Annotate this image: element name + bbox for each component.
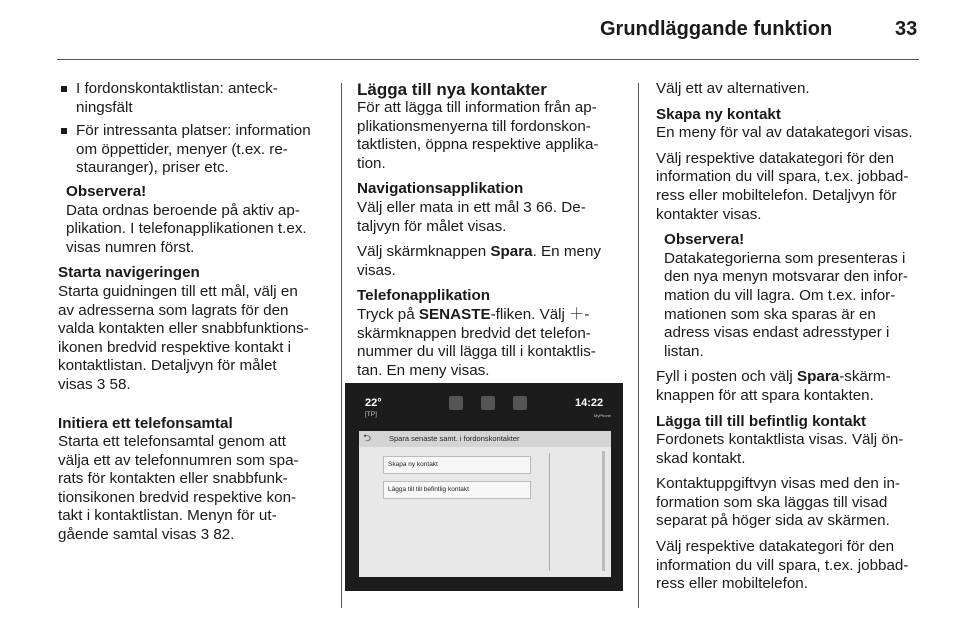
paragraph: En meny för val av datakategori visas. — [656, 124, 913, 142]
paragraph-intro — [357, 99, 632, 173]
text-line — [357, 199, 632, 218]
text-line: Datakategorierna som presenteras i — [664, 249, 906, 267]
text-line: skärmknappen bredvid det telefon- — [357, 324, 591, 342]
text-line: För att lägga till information från ap- — [357, 99, 597, 116]
column-3 — [656, 80, 931, 601]
text-line: adress visas endast adresstyper i — [664, 324, 890, 342]
column-1 — [58, 80, 333, 552]
bullet-item — [58, 80, 333, 117]
column-divider-1 — [341, 83, 342, 608]
text-line — [58, 376, 333, 395]
note-title: Observera! — [664, 231, 745, 249]
paragraph-call — [58, 415, 333, 545]
column-2 — [357, 80, 632, 387]
add-to-existing-contact-button: Lägga till till befintlig kontakt — [383, 481, 531, 499]
section-heading: Lägga till nya kontakter — [357, 80, 547, 99]
bullet-square-icon — [61, 128, 67, 134]
back-arrow-icon: ⮌ — [363, 433, 372, 444]
text-fragment: Välj eller mata in ett mål — [357, 198, 524, 216]
paragraph-select — [656, 150, 931, 224]
screen-temperature: 22° — [365, 397, 382, 409]
section-title: Telefonapplikation — [357, 287, 491, 305]
text-line: nummer du vill lägga till i kontaktlis- — [357, 343, 596, 361]
text-line: stauranger), priser etc. — [76, 159, 229, 177]
text-line: Fordonets kontaktlista visas. Välj ön- — [656, 431, 904, 449]
text-line: plikation. I telefonapplikationen t.ex. — [66, 220, 307, 238]
text-fragment: 82. — [209, 526, 235, 544]
text-line: ress eller mobiltelefon. — [656, 575, 808, 593]
note-box — [656, 231, 931, 361]
text-line: plikationsmenyerna till fordonskon- — [357, 117, 591, 135]
text-line: kontaktlistan. Detaljvyn för målet — [58, 357, 277, 375]
text-line: För intressanta platser: information — [76, 122, 311, 140]
text-line: välja ett av telefonnumren som spa- — [58, 451, 299, 469]
text-line: Data ordnas beroende på aktiv ap- — [66, 201, 300, 219]
text-line — [357, 243, 632, 262]
paragraph-existing — [656, 431, 931, 468]
text-fragment: Tryck på — [357, 305, 419, 323]
paragraph-data — [656, 475, 931, 531]
text-line: knappen för att spara kontakten. — [656, 386, 874, 404]
page-ref-icon: 3 — [523, 198, 532, 216]
text-fragment: Välj skärmknappen — [357, 243, 491, 261]
page-title: Grundläggande funktion — [600, 18, 833, 40]
text-line: ikonen bredvid respektive kontakt i — [58, 338, 292, 356]
text-fragment: Fyll i posten och välj — [656, 368, 797, 386]
text-line: rats för kontakten eller snabbfunk- — [58, 470, 288, 488]
section-title: Initiera ett telefonsamtal — [58, 414, 233, 432]
paragraph-fill — [656, 368, 931, 405]
text-line: tionsikonen bredvid respektive kon- — [58, 488, 297, 506]
text-line: separat på höger sida av skärmen. — [656, 512, 890, 530]
text-line: ningsfält — [76, 98, 133, 116]
text-line: kontakter visas. — [656, 205, 762, 223]
section-title: Skapa ny kontakt — [656, 105, 781, 123]
screen-header — [359, 431, 611, 447]
text-line: information du vill spara, t.ex. jobbad- — [656, 168, 909, 186]
text-fragment: Spara — [490, 243, 533, 261]
column-divider-2 — [638, 83, 639, 608]
text-line: av adresserna som lagrats för den — [58, 301, 289, 319]
text-line: Starta ett telefonsamtal genom att — [58, 433, 286, 451]
paragraph-last — [656, 538, 931, 594]
screen-divider — [549, 453, 550, 571]
text-line — [656, 368, 931, 387]
section-title: Starta navigeringen — [58, 264, 200, 282]
text-line: Välj respektive datakategori för den — [656, 149, 895, 167]
section-title: Lägga till till befintlig kontakt — [656, 412, 867, 430]
text-line: tan. En meny visas. — [357, 361, 490, 379]
text-line: Starta guidningen till ett mål, välj en — [58, 282, 298, 300]
text-line: visas. — [357, 261, 396, 279]
screen-tp-label: [TP] — [365, 411, 377, 418]
page-ref-icon: 3 — [200, 526, 210, 544]
text-line: skad kontakt. — [656, 449, 746, 467]
text-fragment: -skärm- — [839, 368, 891, 386]
music-icon — [449, 396, 463, 410]
text-fragment: gående samtal visas — [58, 526, 201, 544]
bullet-square-icon — [61, 86, 67, 92]
text-line: tion. — [357, 154, 386, 172]
text-fragment: 58. — [105, 375, 131, 393]
text-line: visas numren först. — [66, 238, 195, 256]
screen-header-text: Spara senaste samt. i fordonskontakter — [389, 434, 520, 443]
text-line: valda kontakten eller snabbfunktions- — [58, 320, 309, 338]
text-line — [58, 526, 333, 545]
page-ref-icon: 3 — [96, 375, 106, 393]
text-fragment: -fliken. Välj ＋- — [490, 305, 590, 323]
note-title: Observera! — [66, 182, 147, 200]
text-line: mation du vill lagra. Om t.ex. infor- — [664, 286, 896, 304]
paragraph-intro: Välj ett av alternativen. — [656, 80, 810, 97]
text-line: om öppettider, menyer (t.ex. re- — [76, 140, 288, 158]
text-line: mationen som ska sparas är en — [664, 305, 876, 323]
text-line: taktlisten, öppna respektive applika- — [357, 136, 599, 154]
create-new-contact-button: Skapa ny kontakt — [383, 456, 531, 474]
infotainment-screen-image — [345, 383, 623, 591]
text-fragment: Spara — [796, 368, 840, 386]
screen-panel — [359, 431, 611, 577]
text-line: formation som ska läggas till visad — [656, 493, 888, 511]
paragraph-navigation — [58, 264, 333, 394]
text-fragment: visas — [58, 375, 97, 393]
text-line: Kontaktuppgiftvyn visas med den in- — [656, 475, 900, 493]
section-title: Navigationsapplikation — [357, 180, 524, 198]
text-line: ress eller mobiltelefon. Detaljvyn för — [656, 186, 897, 204]
text-line: information du vill spara, t.ex. jobbad- — [656, 556, 909, 574]
paragraph-navapp — [357, 199, 632, 236]
screen-clock: 14:22 — [575, 397, 604, 409]
header-divider — [57, 59, 919, 60]
text-line — [357, 306, 632, 325]
screen-phone-name: MyPhone — [594, 413, 611, 418]
text-line: taljvyn för målet visas. — [357, 217, 507, 235]
text-line: takt i kontaktlistan. Menyn för ut- — [58, 507, 277, 525]
paragraph-telapp — [357, 306, 632, 380]
text-fragment: . En meny — [532, 243, 601, 261]
navigation-icon — [513, 396, 527, 410]
text-fragment: SENASTE — [418, 305, 491, 323]
note-box — [58, 183, 333, 257]
text-fragment: 66. De- — [531, 198, 586, 216]
bullet-item — [58, 122, 333, 178]
text-line: I fordonskontaktlistan: anteck- — [76, 80, 278, 97]
phone-icon — [481, 396, 495, 410]
text-line: listan. — [664, 342, 704, 360]
text-line: Välj respektive datakategori för den — [656, 538, 895, 556]
paragraph-navapp-save — [357, 243, 632, 280]
text-line: den nya menyn motsvarar den infor- — [664, 268, 908, 286]
screen-scrollbar — [602, 451, 605, 571]
page-number: 33 — [895, 18, 918, 40]
